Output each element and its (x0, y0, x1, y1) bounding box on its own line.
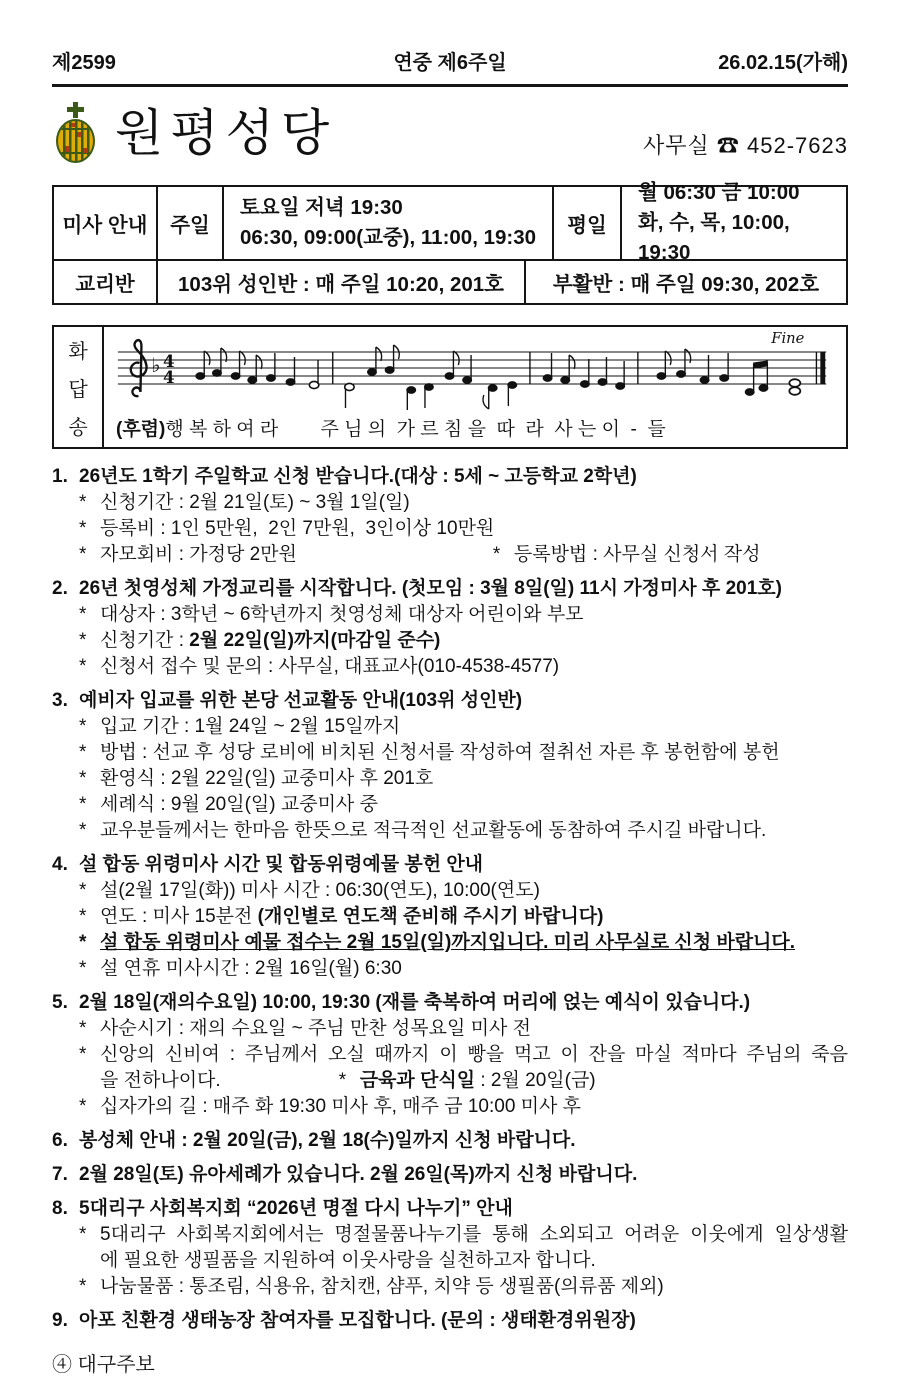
svg-text:4: 4 (163, 350, 175, 372)
notice-1: 1. 26년도 1학기 주일학교 신청 받습니다.(대상 : 5세 ~ 고등학교 2학년) * 신청기간 : 2월 21일(토) ~ 3월 1일(일) * 등록비 : 1인 5만원, 2인 7만원, 3인이상 10만원 * 자모회비 : 가정당 2만원 * 등록방법 : 사무실 신청서 작성 (52, 466, 761, 565)
liturgical-week-title: 연중 제6주일 (393, 52, 507, 74)
top-header (52, 46, 848, 75)
lyrics-text: 행 복 하 여 라 주 님 의 가 르 침 을 따 라 사 는 이 - 들 (165, 419, 666, 440)
notice-3-b5: 교우분들께서는 한마음 한뜻으로 적극적인 선교활동에 동참하여 주시길 바랍니다. (100, 820, 767, 841)
issue-date: 26.02.15(가해) (718, 52, 848, 74)
music-staff-area (104, 327, 846, 447)
notice-5-fast-day: 금육과 단식일 (359, 1070, 476, 1091)
notice-6-title: 봉성체 안내 : 2월 20일(금), 2월 18(수)일까지 신청 바랍니다. (79, 1130, 576, 1151)
sunday-times-line2: 06:30, 09:00(교중), 11:00, 19:30 (240, 226, 537, 249)
mass-info-label: 미사 안내 (54, 187, 158, 259)
sunday-times (224, 187, 554, 259)
mass-schedule-table (52, 181, 848, 305)
notice-8-b1: 5대리구 사회복지회에서는 명절물품나누기를 통해 소외되고 어려운 이웃에게 일상생활 에 필요한 생필품을 지원하여 이웃사랑을 실천하고자 합니다. (100, 1224, 848, 1271)
notice-5-b4: 십자가의 길 : 매주 화 19:30 미사 후, 매주 금 10:00 미사 후 (100, 1096, 582, 1117)
office-phone: 452-7623 (747, 133, 848, 158)
hymn-box (52, 325, 848, 449)
office-contact (643, 101, 848, 160)
notice-3-b2: 방법 : 선교 후 성당 로비에 비치된 신청서를 작성하여 절취선 자른 후 봉헌함에 봉헌 (100, 742, 780, 763)
notice-4: 4. 설 합동 위령미사 시간 및 합동위령예물 봉헌 안내 * 설(2월 17일(화)) 미사 시간 : 06:30(연도), 10:00(연도) * 연도 : 미사 15분전 (개인별로 연도책 준비해 주시기 바랍니다) * 설 합동 위령미사 예물 접수는 2월 15일(일)까지입니다. 미리 사무실로 신청 바랍니다. * 설 연휴 미사시간 : 2월 16일(월) 6:30 (52, 854, 796, 979)
notice-2-b2: 신청기간 : 2월 22일(일)까지(마감일 준수) (100, 630, 441, 651)
notice-3-b1: 입교 기간 : 1월 24일 ~ 2월 15일까지 (100, 716, 401, 737)
notice-4-b1: 설(2월 17일(화)) 미사 시간 : 06:30(연도), 10:00(연도) (100, 880, 540, 901)
notice-9: 9. 아포 친환경 생태농장 참여자를 모집합니다. (문의 : 생태환경위원장) (52, 1310, 636, 1331)
notice-5-title: 2월 18일(재의수요일) 10:00, 19:30 (재를 축복하여 머리에 얹는 예식이 있습니다.) (79, 992, 751, 1013)
notice-1-b2: 등록비 : 1인 5만원, 2인 7만원, 3인이상 10만원 (100, 518, 495, 539)
notice-2-b3: 신청서 접수 및 문의 : 사무실, 대표교사(010-4538-4577) (100, 656, 560, 677)
header-divider (52, 84, 848, 87)
notice-6: 6. 봉성체 안내 : 2월 20일(금), 2월 18(수)일까지 신청 바랍니다. (52, 1130, 576, 1151)
weekday-label: 평일 (554, 187, 622, 259)
weekday-times (622, 181, 846, 264)
notice-4-b4: 설 연휴 미사시간 : 2월 16일(월) 6:30 (100, 958, 402, 979)
masthead (52, 101, 848, 171)
issue-number: 제2599 (52, 52, 116, 74)
notice-2-title: 26년 첫영성체 가정교리를 시작합니다. (첫모임 : 3월 8일(일) 11시 가정미사 후 201호) (79, 578, 782, 599)
notice-1-title: 26년도 1학기 주일학교 신청 받습니다.(대상 : 5세 ~ 고등학교 2학년) (79, 466, 637, 487)
catechism-adult-class: 103위 성인반 : 매 주일 10:20, 201호 (158, 261, 526, 303)
fine-marking: Fine (771, 330, 805, 348)
notice-4-title: 설 합동 위령미사 시간 및 합동위령예물 봉헌 안내 (79, 854, 484, 875)
notice-2-b1: 대상자 : 3학년 ~ 6학년까지 첫영성체 대상자 어린이와 부모 (100, 604, 584, 625)
weekday-times-line2: 화, 수, 목, 10:00, 19:30 (638, 211, 790, 264)
music-notation (112, 330, 838, 412)
notice-4-b2: 연도 : 미사 15분전 (개인별로 연도책 준비해 주시기 바랍니다) (100, 906, 604, 927)
hymn-lyrics (112, 414, 838, 441)
refrain-label: (후렴) (116, 419, 166, 440)
mass-schedule-row (54, 181, 846, 264)
flat-sign: ♭ (151, 354, 161, 378)
sunday-label: 주일 (158, 187, 224, 259)
notice-5-b2: 신앙의 신비여 : 주님께서 오실 때까지 이 빵을 먹고 이 잔을 마실 적마다 주님의 죽음 을 전하나이다. * 금육과 단식일 : 2월 20일(금) (100, 1044, 848, 1091)
notice-3: 3. 예비자 입교를 위한 본당 선교활동 안내(103위 성인반) * 입교 기간 : 1월 24일 ~ 2월 15일까지 * 방법 : 선교 후 성당 로비에 비치된 신청서를 작성하여 절취선 자른 후 봉헌함에 봉헌 * 환영식 : 2월 22일(일) 교중미사 후 201호 * 세례식 : 9월 20일(일) 교중미사 중 * 교우분들께서는 한마음 한뜻으로 적극적인 선교활동에 동참하여 주시길 바랍니다. (52, 690, 780, 841)
hymn-label: 화 답 송 (54, 327, 104, 447)
catechism-row (54, 261, 846, 303)
notice-3-b3: 환영식 : 2월 22일(일) 교중미사 후 201호 (100, 768, 434, 789)
notice-3-title: 예비자 입교를 위한 본당 선교활동 안내(103위 성인반) (79, 690, 523, 711)
catechism-resurrection-class: 부활반 : 매 주일 09:30, 202호 (552, 273, 820, 296)
notice-8: 8. 5대리구 사회복지회 “2026년 명절 다시 나누기” 안내 * 5대리구 사회복지회에서는 명절물품나누기를 통해 소외되고 어려운 이웃에게 일상생활 에 필요한 생필품을 지원하여 이웃사랑을 실천하고자 합니다. * 나눔물품 : 통조림, 식용유, 참치캔, 샴푸, 치약 등 생필품(의류품 제외) (52, 1198, 848, 1297)
notice-7-title: 2월 28일(토) 유아세례가 있습니다. 2월 26일(목)까지 신청 바랍니다. (79, 1164, 638, 1185)
notice-9-title: 아포 친환경 생태농장 참여자를 모집합니다. (문의 : 생태환경위원장) (79, 1310, 636, 1331)
notice-7: 7. 2월 28일(토) 유아세례가 있습니다. 2월 26일(목)까지 신청 바랍니다. (52, 1164, 638, 1185)
church-logo-icon (52, 101, 99, 167)
notice-8-title: 5대리구 사회복지회 “2026년 명절 다시 나누기” 안내 (79, 1198, 513, 1219)
notice-5: 5. 2월 18일(재의수요일) 10:00, 19:30 (재를 축복하여 머리에 얹는 예식이 있습니다.) * 사순시기 : 재의 수요일 ~ 주님 만찬 성목요일 미사 전 * 신앙의 신비여 : 주님께서 오실 때까지 이 빵을 먹고 이 잔을 마실 적마다 주님의 죽음 을 전하나이다. * 금육과 단식일 : 2월 20일(금) * 십자가의 길 : 매주 화 19:30 미사 후, 매주 금 10:00 미사 후 (52, 992, 848, 1117)
notice-3-b4: 세례식 : 9월 20일(일) 교중미사 중 (100, 794, 378, 815)
office-label: 사무실 (642, 133, 710, 158)
notice-2: 2. 26년 첫영성체 가정교리를 시작합니다. (첫모임 : 3월 8일(일) 11시 가정미사 후 201호) * 대상자 : 3학년 ~ 6학년까지 첫영성체 대상자 어린이와 부모 * 신청기간 : 2월 22일(일)까지(마감일 준수) * 신청서 접수 및 문의 : 사무실, 대표교사(010-4538-4577) (52, 578, 782, 677)
notice-4-b3: 설 합동 위령미사 예물 접수는 2월 15일(일)까지입니다. 미리 사무실로 신청 바랍니다. (100, 932, 796, 953)
announcements (52, 465, 848, 1332)
catechism-label: 교리반 (54, 261, 158, 303)
notice-1-b3: 자모회비 : 가정당 2만원 (100, 544, 297, 565)
notice-1-b4: 등록방법 : 사무실 신청서 작성 (513, 544, 761, 565)
notice-1-b1: 신청기간 : 2월 21일(토) ~ 3월 1일(일) (100, 492, 410, 513)
sunday-times-line1: 토요일 저녁 19:30 (240, 196, 403, 220)
page-footer: ④ 대구주보 (52, 1354, 155, 1376)
church-name: 원평성당 (115, 105, 337, 161)
svg-text:4: 4 (163, 366, 175, 388)
phone-icon: ☎ (716, 133, 740, 158)
notice-8-b2: 나눔물품 : 통조림, 식용유, 참치캔, 샴푸, 치약 등 생필품(의류품 제외) (100, 1276, 664, 1297)
notice-5-b1: 사순시기 : 재의 수요일 ~ 주님 만찬 성목요일 미사 전 (100, 1018, 531, 1039)
weekday-times-line1: 월 06:30 금 10:00 (638, 181, 800, 205)
